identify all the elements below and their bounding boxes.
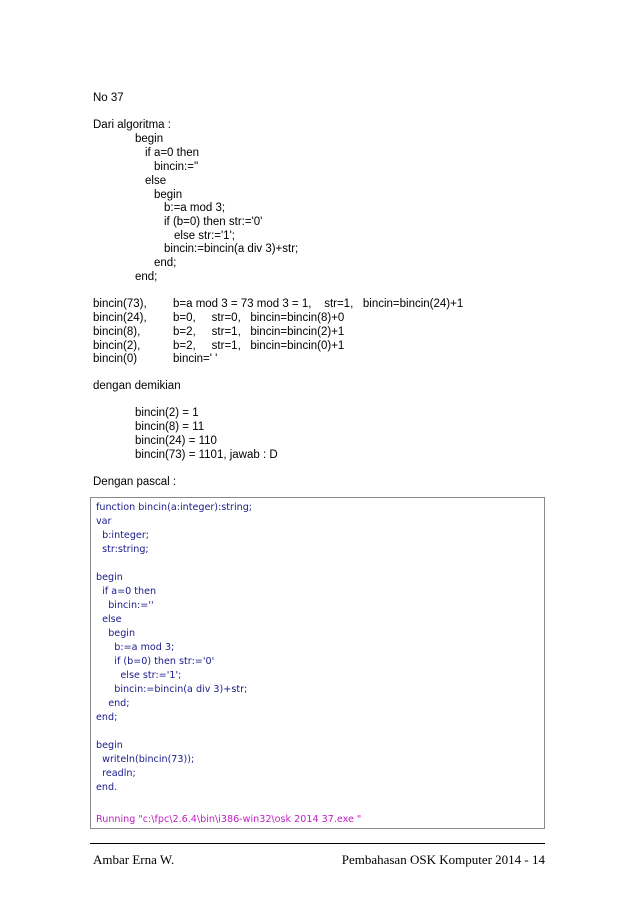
algorithm-line: if (b=0) then str:='0' <box>164 216 263 228</box>
code-line: b:integer; <box>96 530 149 541</box>
algorithm-line: begin <box>154 189 183 201</box>
code-line: str:string; <box>96 544 149 555</box>
trace-call: bincin(0) <box>93 353 138 365</box>
algorithm-line: b:=a mod 3; <box>164 202 226 214</box>
result-line: bincin(73) = 1101, jawab : D <box>135 449 278 461</box>
code-line: begin <box>96 572 123 583</box>
trace-call: bincin(24), <box>93 312 147 324</box>
code-line: end; <box>96 712 118 723</box>
result-line: bincin(8) = 11 <box>135 421 205 433</box>
conclusion-label: dengan demikian <box>93 380 181 392</box>
code-line: else <box>96 614 122 625</box>
algorithm-line: if a=0 then <box>145 147 200 159</box>
code-line: else str:='1'; <box>96 670 182 681</box>
footer-divider <box>90 843 545 844</box>
footer-page-label: Pembahasan OSK Komputer 2014 - 14 <box>341 852 545 867</box>
code-line: begin <box>96 740 123 751</box>
code-line: writeln(bincin(73)); <box>96 754 195 765</box>
code-line: bincin:=bincin(a div 3)+str; <box>96 684 248 695</box>
trace-expr: bincin=' ' <box>173 353 218 365</box>
trace-expr: b=a mod 3 = 73 mod 3 = 1, str=1, bincin=bincin(24)+1 <box>173 298 464 310</box>
code-line: function bincin(a:integer):string; <box>96 502 253 513</box>
code-line: begin <box>96 628 136 639</box>
problem-heading: No 37 <box>93 92 124 104</box>
trace-call: bincin(73), <box>93 298 147 310</box>
pascal-code-box <box>90 497 545 829</box>
trace-expr: b=2, str=1, bincin=bincin(2)+1 <box>173 326 345 338</box>
trace-expr: b=0, str=0, bincin=bincin(8)+0 <box>173 312 345 324</box>
result-line: bincin(24) = 110 <box>135 435 217 447</box>
intro-text: Dari algoritma : <box>93 119 171 131</box>
algorithm-line: begin <box>135 133 164 145</box>
algorithm-line: else str:='1'; <box>174 230 235 242</box>
algorithm-line: end; <box>135 271 158 283</box>
result-line: bincin(2) = 1 <box>135 407 199 419</box>
algorithm-line: end; <box>154 257 177 269</box>
code-line: if (b=0) then str:='0' <box>96 656 215 667</box>
trace-call: bincin(2), <box>93 340 141 352</box>
code-line: if a=0 then <box>96 586 157 597</box>
trace-expr: b=2, str=1, bincin=bincin(0)+1 <box>173 340 345 352</box>
run-output-line: Running "c:\fpc\2.6.4\bin\i386-win32\osk 2014 37.exe " <box>96 814 362 825</box>
code-line: end. <box>96 782 118 793</box>
code-line: end; <box>96 698 130 709</box>
code-line: readln; <box>96 768 136 779</box>
trace-call: bincin(8), <box>93 326 141 338</box>
code-line: b:=a mod 3; <box>96 642 175 653</box>
code-line: bincin:='' <box>96 600 154 611</box>
code-line: var <box>96 516 112 527</box>
algorithm-line: bincin:='' <box>154 161 199 173</box>
algorithm-line: bincin:=bincin(a div 3)+str; <box>164 243 299 255</box>
algorithm-line: else <box>145 175 167 187</box>
footer-author: Ambar Erna W. <box>93 852 175 867</box>
pascal-label: Dengan pascal : <box>93 476 177 488</box>
